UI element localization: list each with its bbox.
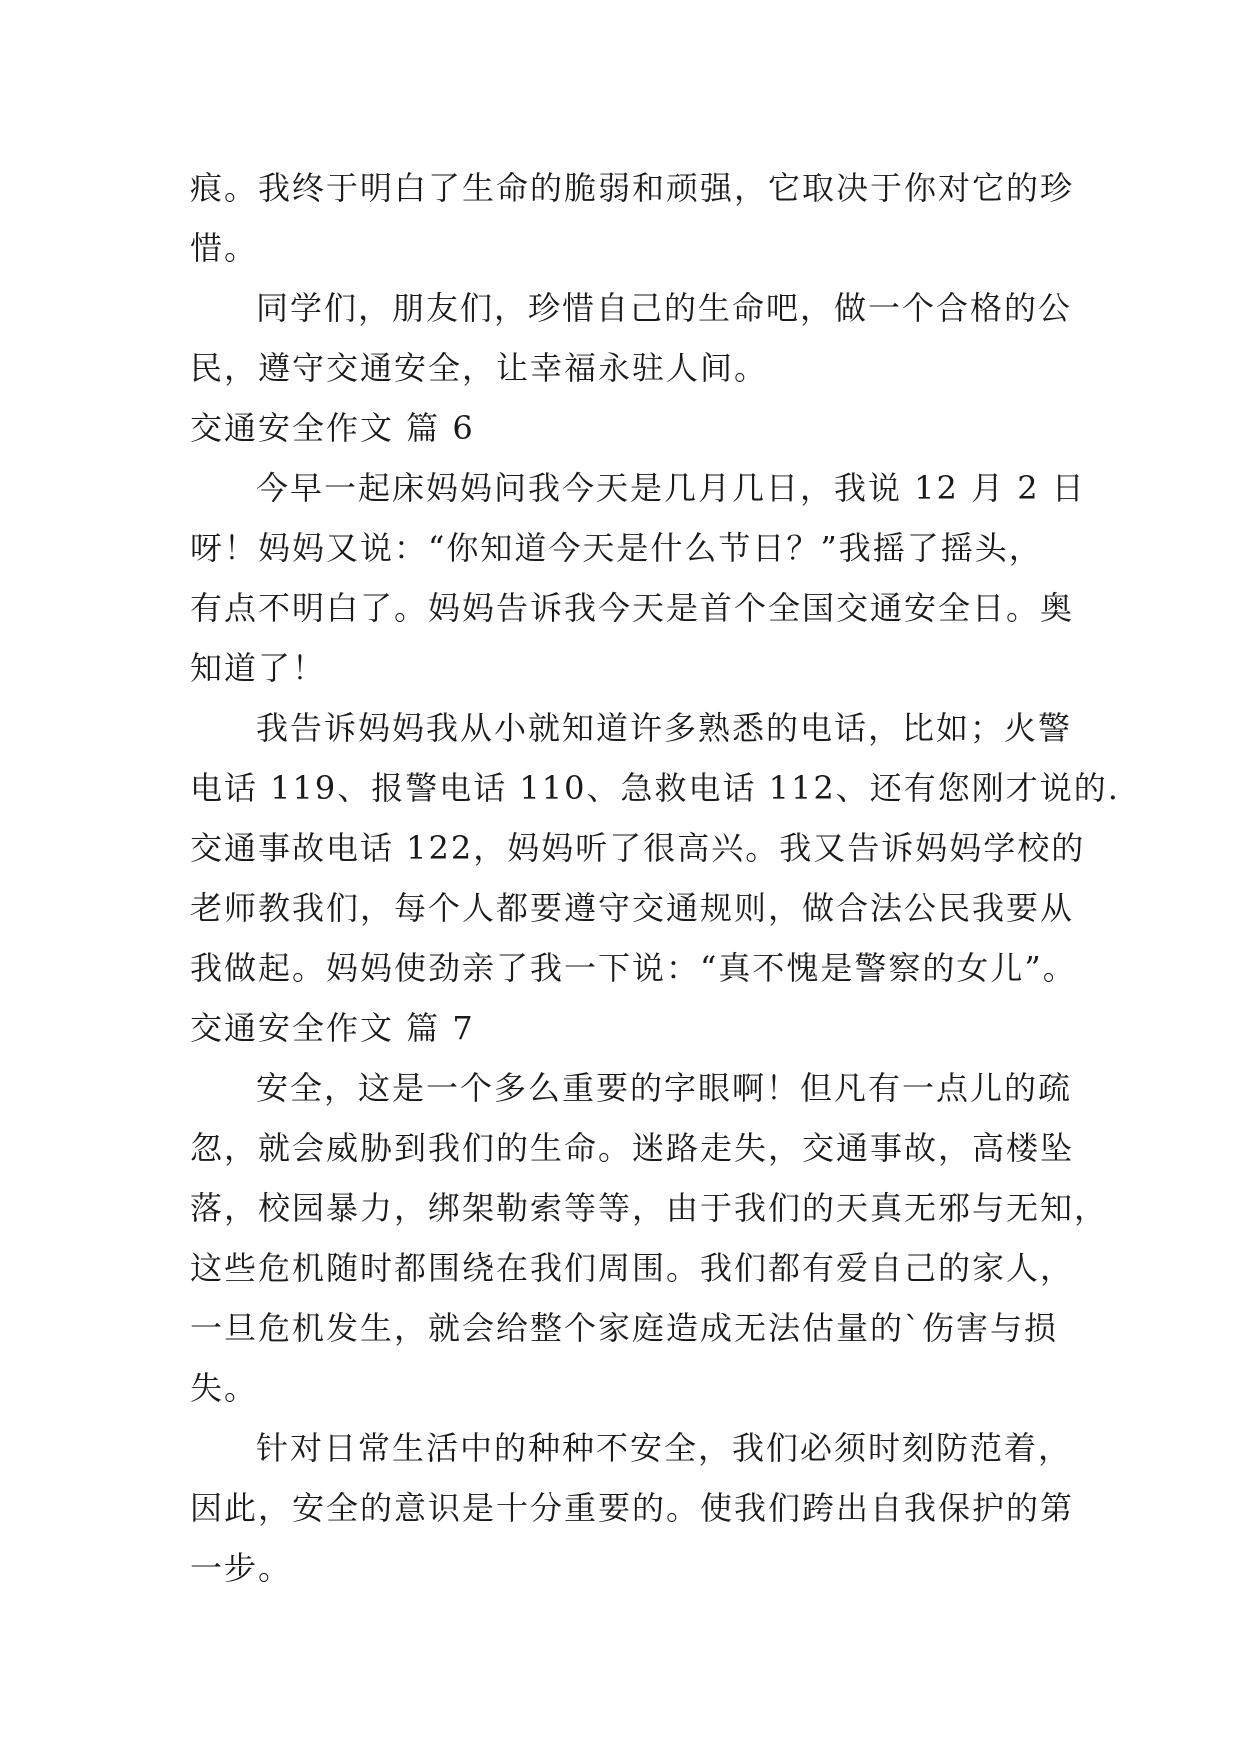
text-line: 有点不明白了。妈妈告诉我今天是首个全国交通安全日。奥 — [190, 589, 1075, 627]
text-line: 老师教我们，每个人都要遵守交通规则，做合法公民我要从 — [190, 889, 1075, 927]
text-line: 呀！妈妈又说：“你知道今天是什么节日？”我摇了摇头， — [190, 529, 1043, 567]
text-line: 一旦危机发生，就会给整个家庭造成无法估量的`伤害与损 — [190, 1309, 1059, 1347]
text-line: 民，遵守交通安全，让幸福永驻人间。 — [190, 349, 769, 387]
paragraph-start-line: 我告诉妈妈我从小就知道许多熟悉的电话，比如；火警 — [256, 709, 1073, 747]
paragraph-start-line: 同学们，朋友们，珍惜自己的生命吧，做一个合格的公 — [256, 289, 1073, 327]
section-heading: 交通安全作文 篇 7 — [190, 1009, 475, 1047]
text-line: 忽，就会威胁到我们的生命。迷路走失，交通事故，高楼坠 — [190, 1129, 1075, 1167]
text-line: 失。 — [190, 1369, 259, 1407]
text-line: 电话 119、报警电话 110、急救电话 112、还有您刚才说的. — [190, 769, 1120, 807]
text-line: 痕。我终于明白了生命的脆弱和顽强，它取决于你对它的珍 — [190, 169, 1075, 207]
document-page — [190, 158, 1120, 1598]
text-line: 我做起。妈妈使劲亲了我一下说：“真不愧是警察的女儿”。 — [190, 949, 1077, 987]
text-line: 知道了！ — [190, 649, 327, 687]
text-line: 落，校园暴力，绑架勒索等等，由于我们的天真无邪与无知， — [190, 1189, 1109, 1227]
text-line: 一步。 — [190, 1549, 293, 1587]
paragraph-start-line: 针对日常生活中的种种不安全，我们必须时刻防范着， — [256, 1429, 1073, 1467]
paragraph-start-line: 今早一起床妈妈问我今天是几月几日，我说 12 月 2 日 — [256, 469, 1086, 507]
paragraph-start-line: 安全，这是一个多么重要的字眼啊！但凡有一点儿的疏 — [256, 1069, 1073, 1107]
section-heading: 交通安全作文 篇 6 — [190, 409, 475, 447]
text-line: 因此，安全的意识是十分重要的。使我们跨出自我保护的第 — [190, 1489, 1075, 1527]
text-line: 交通事故电话 122，妈妈听了很高兴。我又告诉妈妈学校的 — [190, 829, 1086, 867]
text-line: 这些危机随时都围绕在我们周围。我们都有爱自己的家人， — [190, 1249, 1075, 1287]
text-line: 惜。 — [190, 229, 259, 267]
